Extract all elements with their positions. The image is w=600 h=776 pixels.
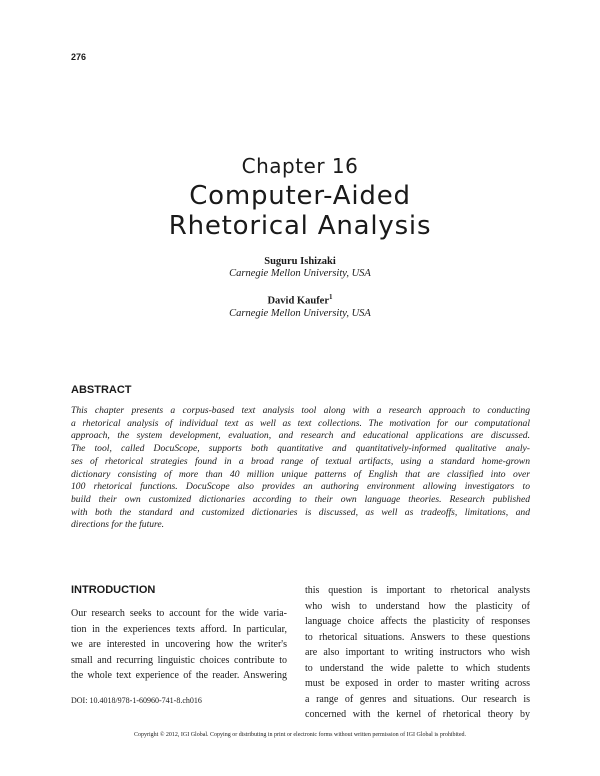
abstract-line: directions for the future. — [71, 519, 165, 531]
abstract-line: dictionary consisting of more than 40 million unique patterns of English that are classified into over — [71, 468, 530, 480]
abstract-line: The tool, called DocuScope, supports both quantitative and quantitatively-informed qualitative analy- — [71, 443, 530, 455]
body-line: to rhetorical situations. Answers to these questions — [305, 631, 530, 643]
body-line: concerned with the kernel of rhetorical theory by — [305, 709, 530, 720]
abstract-heading: ABSTRACT — [71, 384, 132, 396]
body-line: we are interested in uncovering how the writer's — [71, 639, 287, 650]
body-line: language choice affects the plasticity of responses — [305, 616, 530, 627]
body-line: small and recurring linguistic choices contribute to — [71, 654, 287, 666]
abstract-line: This chapter presents a corpus-based text analysis tool along with a research approach to conducting — [71, 405, 530, 416]
title-line-2: Rhetorical Analysis — [168, 211, 432, 241]
intro-right-column — [305, 583, 530, 723]
author-2 — [0, 291, 600, 320]
body-line: must be exposed in order to master writing across — [305, 678, 530, 689]
chapter-title — [0, 181, 600, 241]
author-name: Suguru Ishizaki — [264, 256, 336, 267]
abstract-line: with both the standard and customized dictionaries is discussed, as well as tradeoffs, limitations, and — [71, 506, 530, 518]
author-name-text: David Kaufer — [267, 295, 330, 307]
author-affiliation: Carnegie Mellon University, USA — [229, 307, 371, 319]
body-line: this question is important to rhetorical analysts — [305, 585, 530, 596]
abstract-line: ses of rhetorical strategies found in a broad range of textual artifacts, using a standard home-grown — [71, 455, 530, 467]
abstract-line: a rhetorical analysis of individual text as well as text collections. The motivation for our computational — [71, 417, 530, 429]
chapter-label: Chapter 16 — [241, 154, 359, 178]
copyright-notice: Copyright © 2012, IGI Global. Copying or distributing in print or electronic forms without written permission of IGI Global is prohibited. — [133, 732, 466, 738]
body-line: who wish to understand how the plasticity of — [305, 600, 530, 612]
body-line: Our research seeks to account for the wide varia- — [71, 608, 287, 619]
author-1 — [0, 256, 600, 280]
body-line: to understand the wide palette to which students — [305, 662, 530, 674]
title-line-1: Computer-Aided — [189, 181, 411, 211]
abstract-body — [71, 405, 530, 532]
abstract-line: build their own customized dictionaries according to their own language theories. Research published — [71, 493, 530, 505]
body-line: a range of genres and situations. Our research is — [305, 693, 530, 705]
intro-left-column — [71, 606, 287, 684]
abstract-line: 100 rhetorical functions. DocuScope also provides an authoring environment allowing investigators to — [71, 481, 530, 493]
body-line: the whole text experience of the reader. Answering — [71, 670, 287, 681]
author-affiliation: Carnegie Mellon University, USA — [229, 268, 371, 279]
page-number: 276 — [71, 52, 87, 62]
author-footnote-mark: 1 — [329, 293, 333, 301]
introduction-heading: INTRODUCTION — [71, 584, 156, 596]
body-line: are also important to writing instructors who wish — [305, 647, 530, 658]
author-name — [0, 291, 600, 308]
doi: DOI: 10.4018/978-1-60960-741-8.ch016 — [71, 696, 202, 705]
abstract-line: approach, the system development, evaluation, and research and educational applications are discussed. — [71, 430, 530, 442]
body-line: tion in the experiences texts afford. In particular, — [71, 623, 287, 635]
